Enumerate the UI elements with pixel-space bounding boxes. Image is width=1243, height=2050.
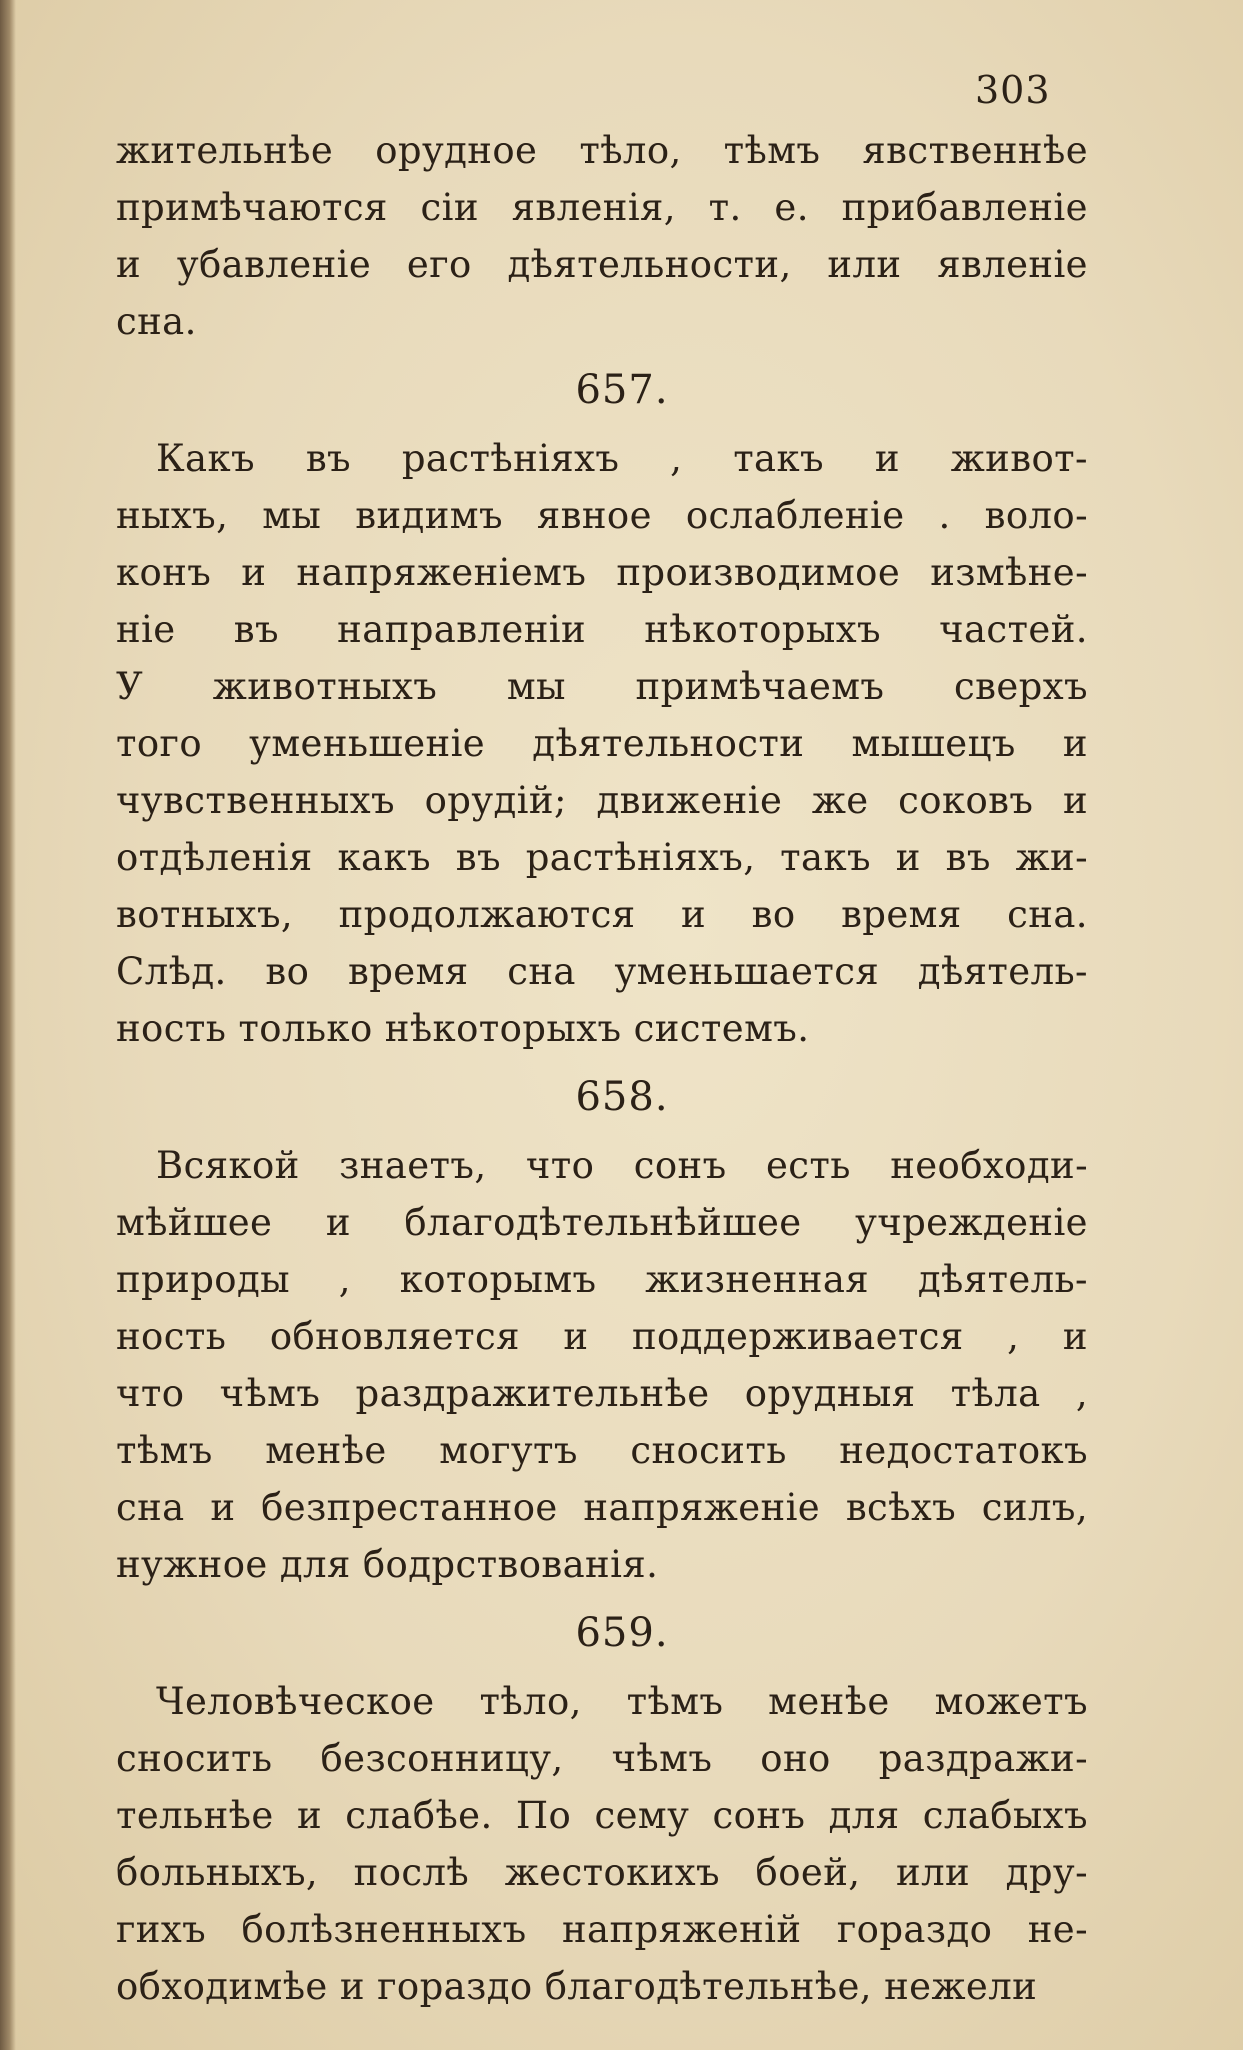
section-number: 658. bbox=[575, 1074, 669, 1120]
text-line: сна. bbox=[116, 300, 197, 343]
text-line: Всякой знаетъ, что сонъ есть необходи- bbox=[156, 1144, 1088, 1187]
text-line: примѣчаются сіи явленія, т. е. прибавленіе bbox=[116, 186, 1088, 229]
text-line: тельнѣе и слабѣе. По сему сонъ для слабыхъ bbox=[116, 1794, 1088, 1837]
section-number: 657. bbox=[575, 367, 669, 413]
text-line: того уменьшеніе дѣятельности мышецъ и bbox=[116, 722, 1088, 765]
text-line: конъ и напряженіемъ производимое измѣне- bbox=[116, 551, 1088, 594]
text-line: чувственныхъ орудій; движеніе же соковъ и bbox=[116, 779, 1088, 822]
text-line: больныхъ, послѣ жестокихъ боей, или дру- bbox=[116, 1851, 1088, 1894]
text-line: гихъ болѣзненныхъ напряженій гораздо не- bbox=[116, 1908, 1088, 1951]
text-line: природы , которымъ жизненная дѣятель- bbox=[116, 1258, 1088, 1301]
text-line: и убавленіе его дѣятельности, или явленіе bbox=[116, 243, 1088, 286]
page-binding-shadow bbox=[0, 0, 16, 2050]
text-line: ніе въ направленіи нѣкоторыхъ частей. bbox=[116, 608, 1088, 651]
text-line: сна и безпрестанное напряженіе всѣхъ силъ, bbox=[116, 1486, 1088, 1529]
text-line: вотныхъ, продолжаются и во время сна. bbox=[116, 893, 1088, 936]
page-text bbox=[116, 122, 1088, 2015]
text-line: ныхъ, мы видимъ явное ослабленіе . воло- bbox=[116, 494, 1088, 537]
text-line: ность только нѣкоторыхъ системъ. bbox=[116, 1007, 810, 1050]
section-number: 659. bbox=[575, 1610, 669, 1656]
text-line: ность обновляется и поддерживается , и bbox=[116, 1315, 1088, 1358]
text-line: что чѣмъ раздражительнѣе орудныя тѣла , bbox=[116, 1372, 1088, 1415]
text-line: обходимѣе и гораздо благодѣтельнѣе, нежели bbox=[116, 1965, 1038, 2008]
text-line: жительнѣе орудное тѣло, тѣмъ явственнѣе bbox=[116, 129, 1088, 172]
text-line: тѣмъ менѣе могутъ сносить недостатокъ bbox=[116, 1429, 1088, 1472]
text-line: У животныхъ мы примѣчаемъ сверхъ bbox=[116, 665, 1088, 708]
text-line: нужное для бодрствованія. bbox=[116, 1543, 659, 1586]
page-number: 303 bbox=[975, 68, 1051, 112]
text-line: Слѣд. во время сна уменьшается дѣятель- bbox=[116, 950, 1088, 993]
text-line: мѣйшее и благодѣтельнѣйшее учрежденіе bbox=[116, 1201, 1088, 1244]
text-line: отдѣленія какъ въ растѣніяхъ, такъ и въ жи- bbox=[116, 836, 1088, 879]
text-line: Человѣческое тѣло, тѣмъ менѣе можетъ bbox=[156, 1680, 1088, 1723]
text-line: Какъ въ растѣніяхъ , такъ и живот- bbox=[156, 437, 1088, 480]
text-line: сносить безсонницу, чѣмъ оно раздражи- bbox=[116, 1737, 1088, 1780]
